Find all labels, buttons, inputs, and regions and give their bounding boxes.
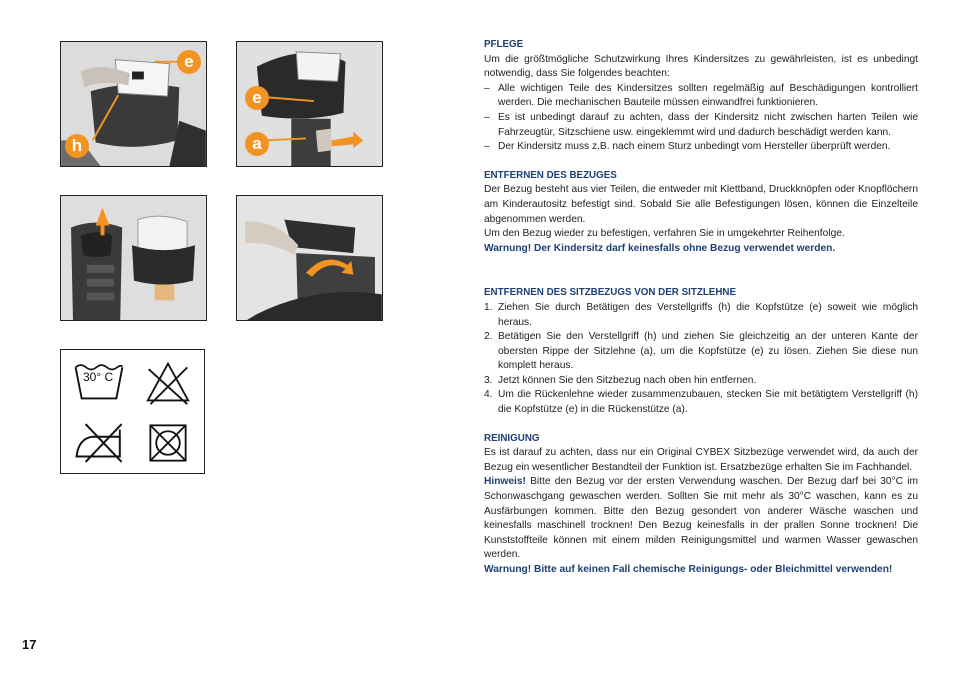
no-tumble-dry-icon — [147, 422, 189, 464]
cover-refit-illustration — [237, 196, 382, 320]
callout-e: e — [177, 50, 201, 74]
hinweis-text: Bitte den Bezug vor der ersten Verwendung waschen. Der Bezug darf bei 30°C im Schonwaschgang gewaschen werden. Sollten Sie mit mehr als 30°C waschen, kann es zu Ausfärbungen kommen. Bitte den Bezug gesondert von anderer Wäsche waschen und keinesfalls maschinell trocknen! Den Bezug keinesfalls in der prallen Sonne trocknen! Die Kunststoffteile können mit einem milden Reinigungsmittel und warmen Wasser gewaschen werden. — [484, 476, 918, 561]
bezug-warning: Warnung! Der Kindersitz darf keinesfalls ohne Bezug verwendet werden. — [484, 242, 836, 254]
step-text: Jetzt können Sie den Sitzbezug nach oben hin entfernen. — [498, 374, 757, 386]
list-item: – Es ist unbedingt darauf zu achten, dass der Kindersitz nicht zwischen harten Teilen wie Fahrzeugtür, Sitzschiene usw. eingeklemmt wird und dadurch beschädigt werden kann. — [484, 111, 918, 140]
reinigung-paragraph-1: Es ist darauf zu achten, dass nur ein Original CYBEX Sitzbezüge verwendet wird, da auch der Bezug ein wesentlicher Bestandteil der Funktion ist. Ersatzbezüge erhalten Sie im Fachhandel. — [484, 447, 918, 473]
heading-sitzlehne: ENTFERNEN DES SITZBEZUGS VON DER SITZLEHNE — [484, 287, 737, 299]
section-pflege — [484, 38, 918, 155]
figure-care-symbols — [60, 349, 205, 474]
step-number: 1. — [484, 301, 493, 313]
list-item: – Der Kindersitz muss z.B. nach einem Sturz unbedingt vom Hersteller überprüft werden. — [484, 140, 918, 155]
section-sitzlehne — [484, 286, 918, 417]
figure-cover-removal — [60, 195, 207, 321]
list-item — [484, 374, 918, 389]
text-column — [484, 38, 918, 592]
reinigung-warning: Warnung! Bitte auf keinen Fall chemische Reinigungs- oder Bleichmittel verwenden! — [484, 564, 893, 575]
callout-e: e — [245, 86, 269, 110]
heading-reinigung: REINIGUNG — [484, 432, 540, 444]
hinweis-label: Hinweis! — [484, 476, 526, 488]
step-text: Betätigen Sie den Verstellgriff (h) und ziehen Sie gleichzeitig an der unteren Kante der obersten Rippe der Sitzlehne (a), um die Kopfstütze (e) zu lösen. Ziehen Sie diese nun komplett heraus. — [498, 331, 918, 372]
heading-bezug: ENTFERNEN DES BEZUGES — [484, 169, 617, 181]
section-reinigung — [484, 432, 918, 578]
section-bezug — [484, 169, 918, 257]
step-text: Um die Rückenlehne wieder zusammenzubauen, stecken Sie mit betätigtem Verstellgriff (h) die Kopfstütze (e) in die Rückenstütze (a). — [498, 389, 918, 416]
reinigung-hinweis — [484, 475, 918, 563]
page-number: 17 — [22, 637, 37, 652]
list-item — [484, 388, 918, 417]
heading-pflege: PFLEGE — [484, 39, 524, 50]
cover-removal-illustration — [61, 196, 206, 320]
figure-headrest-release — [236, 41, 383, 167]
callout-a: a — [245, 132, 269, 156]
pflege-list — [484, 82, 918, 155]
step-number: 3. — [484, 374, 493, 386]
step-number: 4. — [484, 389, 493, 401]
wash-temperature: 30° C — [83, 370, 114, 384]
no-bleach-icon — [145, 360, 191, 406]
list-item — [484, 301, 918, 330]
bezug-paragraph-1: Der Bezug besteht aus vier Teilen, die entweder mit Klettband, Druckknöpfen oder Knopflöchern am Kinderautositz befestigt sind. Sobald Sie alle Befestigungen lösen, können die Einzelteile abgenommen werden. — [484, 184, 918, 225]
figure-headrest-adjust — [60, 41, 207, 167]
bezug-paragraph-2: Um den Bezug wieder zu befestigen, verfahren Sie in umgekehrter Reihenfolge. — [484, 228, 845, 240]
no-iron-icon — [73, 420, 127, 466]
step-text: Ziehen Sie durch Betätigen des Verstellgriffs (h) die Kopfstütze (e) soweit wie möglich heraus. — [498, 301, 918, 328]
list-item: – Alle wichtigen Teile des Kindersitzes sollten regelmäßig auf Beschädigungen kontrolliert werden. Die mechanischen Bauteile müssen einwandfrei funktionieren. — [484, 82, 918, 111]
step-number: 2. — [484, 331, 493, 343]
list-item — [484, 330, 918, 374]
pflege-intro: Um die größtmögliche Schutzwirkung Ihres Kindersitzes zu gewährleisten, ist es unbedingt notwendig, dass Sie folgendes beachten: — [484, 53, 918, 80]
callout-h: h — [65, 134, 89, 158]
figure-cover-refit — [236, 195, 383, 321]
sitzlehne-steps — [484, 301, 918, 418]
